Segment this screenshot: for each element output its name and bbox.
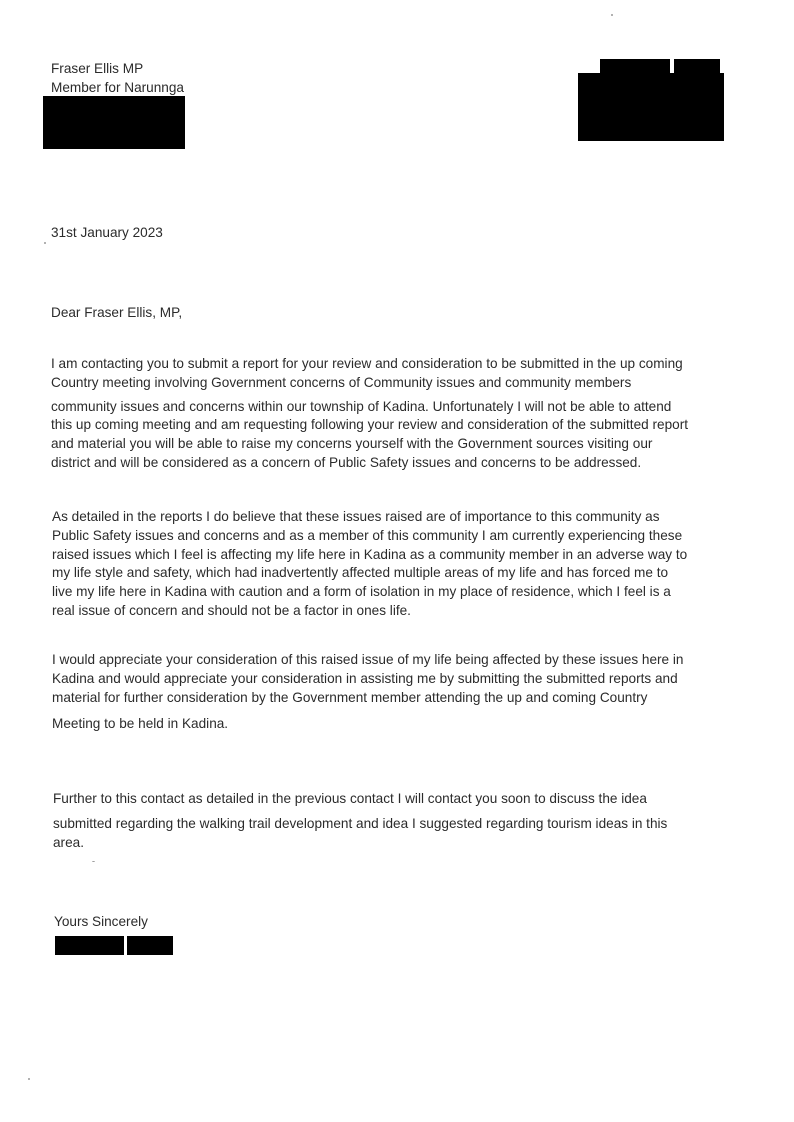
paragraph-2 (52, 508, 752, 621)
paragraph-line: real issue of concern and should not be a factor in ones life. (52, 602, 411, 618)
paragraph-line: I am contacting you to submit a report for your review and consideration to be submitted in the up coming (51, 356, 683, 371)
sender-name: Fraser Ellis MP (51, 61, 144, 76)
paragraph-3 (52, 651, 752, 734)
letter-date: 31st January 2023 (51, 225, 163, 240)
scan-speck (92, 861, 95, 862)
paragraph-line: and material you will be able to raise my concerns yourself with the Government sources visiting our (51, 436, 653, 452)
scan-speck (28, 1078, 30, 1080)
paragraph-line: this up coming meeting and am requesting following your review and consideration of the submitted report (51, 417, 688, 433)
redacted-recipient-line-1a (600, 59, 670, 75)
redacted-signature-last (127, 936, 173, 955)
paragraph-line: Further to this contact as detailed in the previous contact I will contact you soon to discuss the idea (53, 791, 647, 806)
paragraph-line: Country meeting involving Government concerns of Community issues and community members (51, 374, 632, 390)
paragraph-line: live my life here in Kadina with caution and a form of isolation in my place of residence, which I feel is a (52, 584, 671, 600)
paragraph-line: my life style and safety, which had inadvertently affected multiple areas of my life and has forced me to (52, 565, 669, 581)
redacted-recipient-line-1b (674, 59, 720, 75)
sender-title: Member for Narunnga (51, 80, 184, 95)
redacted-recipient-address (578, 73, 724, 141)
paragraph-line: I would appreciate your consideration of this raised issue of my life being affected by these issues here in (52, 652, 684, 667)
paragraph-line: district and will be considered as a concern of Public Safety issues and concerns to be addressed. (51, 454, 642, 470)
redacted-sender-address (43, 96, 185, 149)
paragraph-4 (53, 790, 753, 852)
paragraph-line: As detailed in the reports I do believe that these issues raised are of importance to this community as (52, 509, 660, 524)
paragraph-line: raised issues which I feel is affecting my life here in Kadina as a community member in an adverse way to (52, 546, 688, 562)
paragraph-1 (51, 355, 751, 473)
paragraph-line: submitted regarding the walking trail development and idea I suggested regarding tourism ideas in this (53, 815, 668, 831)
paragraph-line: Public Safety issues and concerns and as a member of this community I am currently experiencing these (52, 527, 683, 543)
paragraph-line: community issues and concerns within our township of Kadina. Unfortunately I will not be able to attend (51, 398, 672, 414)
paragraph-line: Kadina and would appreciate your consideration in assisting me by submitting the submitted reports and (52, 670, 678, 686)
salutation: Dear Fraser Ellis, MP, (51, 305, 183, 320)
scan-speck (44, 242, 46, 244)
redacted-signature-first (55, 936, 124, 955)
paragraph-line: area. (53, 834, 84, 850)
scan-speck (611, 14, 613, 16)
paragraph-line: material for further consideration by the Government member attending the up and coming Country (52, 689, 648, 705)
paragraph-line: Meeting to be held in Kadina. (52, 716, 229, 732)
closing: Yours Sincerely (54, 914, 148, 929)
